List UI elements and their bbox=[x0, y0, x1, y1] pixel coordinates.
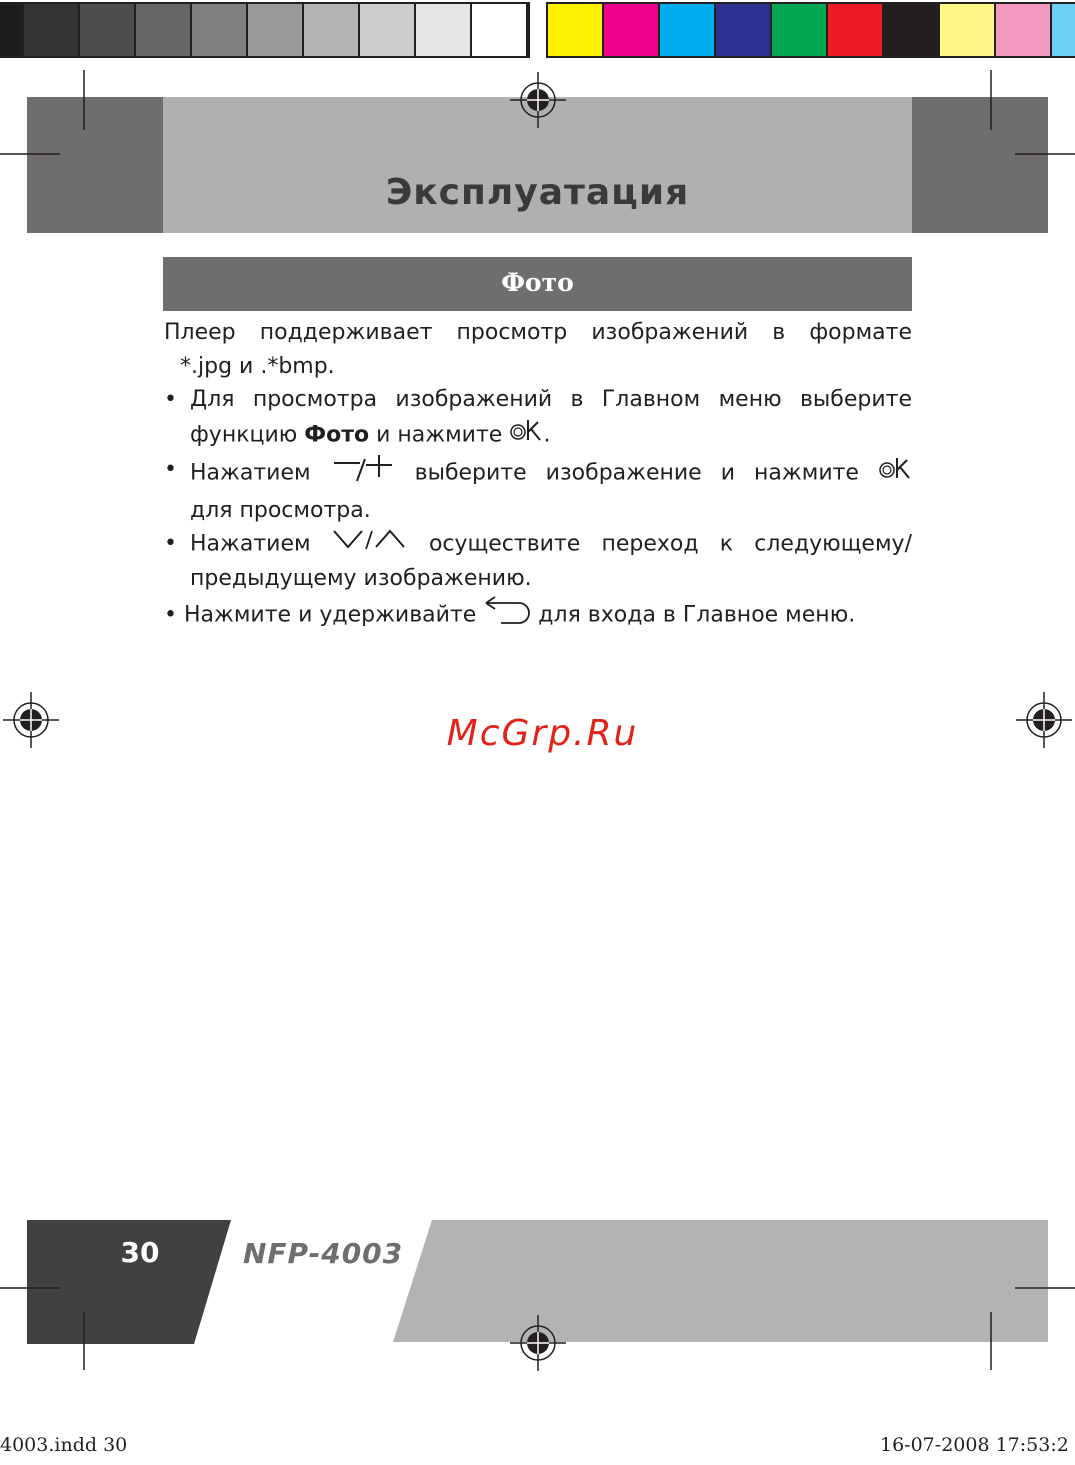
intro-line-2: *.jpg и .*bmp. bbox=[180, 353, 335, 379]
bullet-symbol: • bbox=[164, 457, 177, 482]
ok-button-icon bbox=[509, 417, 543, 454]
bullet4-text-b: для входа в Главное меню. bbox=[531, 602, 856, 628]
color-swatch bbox=[548, 4, 604, 56]
grayscale-swatches bbox=[0, 2, 530, 58]
slug-file-info: 4003.indd 30 bbox=[0, 1434, 128, 1456]
bullet3-text-c: предыдущему изображению. bbox=[190, 565, 532, 591]
bullet1-end: . bbox=[543, 421, 551, 447]
color-swatch bbox=[772, 4, 828, 56]
gray-swatch bbox=[24, 4, 80, 56]
bullet2-text-a: Нажатием bbox=[190, 460, 330, 486]
color-swatch bbox=[884, 4, 940, 56]
slug-date-info: 16-07-2008 17:53:2 bbox=[880, 1434, 1069, 1456]
color-swatch bbox=[996, 4, 1052, 56]
back-return-icon bbox=[483, 595, 531, 636]
ok-button-icon bbox=[878, 455, 912, 492]
gray-swatch bbox=[304, 4, 360, 56]
gray-swatch bbox=[416, 4, 472, 56]
bullet1-text-c: и нажмите bbox=[369, 421, 510, 447]
bullet3-text-b: осуществите переход к следующему/ bbox=[407, 531, 912, 557]
footer-light-block bbox=[393, 1220, 1048, 1342]
list-item bbox=[164, 383, 912, 417]
instructions-body bbox=[164, 316, 912, 636]
bullet3-text-a: Нажатием bbox=[190, 531, 332, 557]
bullet1-text-b: функцию bbox=[190, 421, 305, 447]
color-swatch bbox=[1052, 4, 1075, 56]
list-item-continuation bbox=[164, 562, 912, 596]
bullet-symbol: • bbox=[164, 531, 177, 556]
color-swatch bbox=[604, 4, 660, 56]
list-item bbox=[164, 527, 912, 562]
down-up-arrow-icon bbox=[332, 527, 408, 562]
bullet-symbol: • bbox=[164, 602, 177, 628]
model-name: NFP-4003 bbox=[243, 1237, 404, 1270]
gray-swatch bbox=[192, 4, 248, 56]
header-left-block bbox=[27, 97, 163, 233]
gray-swatch bbox=[360, 4, 416, 56]
list-item-continuation bbox=[164, 494, 912, 528]
gray-swatch bbox=[0, 4, 24, 56]
list-item bbox=[164, 595, 912, 636]
gray-swatch bbox=[136, 4, 192, 56]
gray-swatch bbox=[248, 4, 304, 56]
header-right-block bbox=[912, 97, 1048, 233]
bullet1-bold: Фото bbox=[304, 421, 370, 447]
gray-swatch bbox=[80, 4, 136, 56]
bullet2-text-c: для просмотра. bbox=[190, 497, 371, 523]
list-item bbox=[164, 453, 912, 494]
intro-paragraph bbox=[164, 316, 912, 350]
minus-plus-icon bbox=[330, 453, 396, 494]
intro-line-1: Плеер поддерживает просмотр изображений в формате bbox=[164, 320, 912, 345]
bullet-symbol: • bbox=[164, 387, 177, 412]
color-swatch bbox=[828, 4, 884, 56]
color-swatch bbox=[940, 4, 996, 56]
color-swatch bbox=[660, 4, 716, 56]
color-calibration-bar bbox=[0, 0, 1075, 58]
section-title: Фото bbox=[501, 268, 574, 297]
bullet1-text-a: Для просмотра изображений в Главном меню выберите bbox=[190, 387, 912, 412]
page-title: Эксплуатация bbox=[385, 172, 690, 213]
list-item-continuation bbox=[164, 417, 912, 454]
intro-paragraph-line2 bbox=[164, 350, 912, 384]
page-number: 30 bbox=[120, 1236, 160, 1269]
process-color-swatches bbox=[546, 2, 1075, 58]
color-swatch bbox=[716, 4, 772, 56]
bullet4-text-a: Нажмите и удерживайте bbox=[183, 602, 484, 628]
gray-swatch bbox=[472, 4, 528, 56]
bullet2-text-b: выберите изображение и нажмите bbox=[395, 460, 878, 486]
watermark: McGrp.Ru bbox=[446, 713, 639, 754]
